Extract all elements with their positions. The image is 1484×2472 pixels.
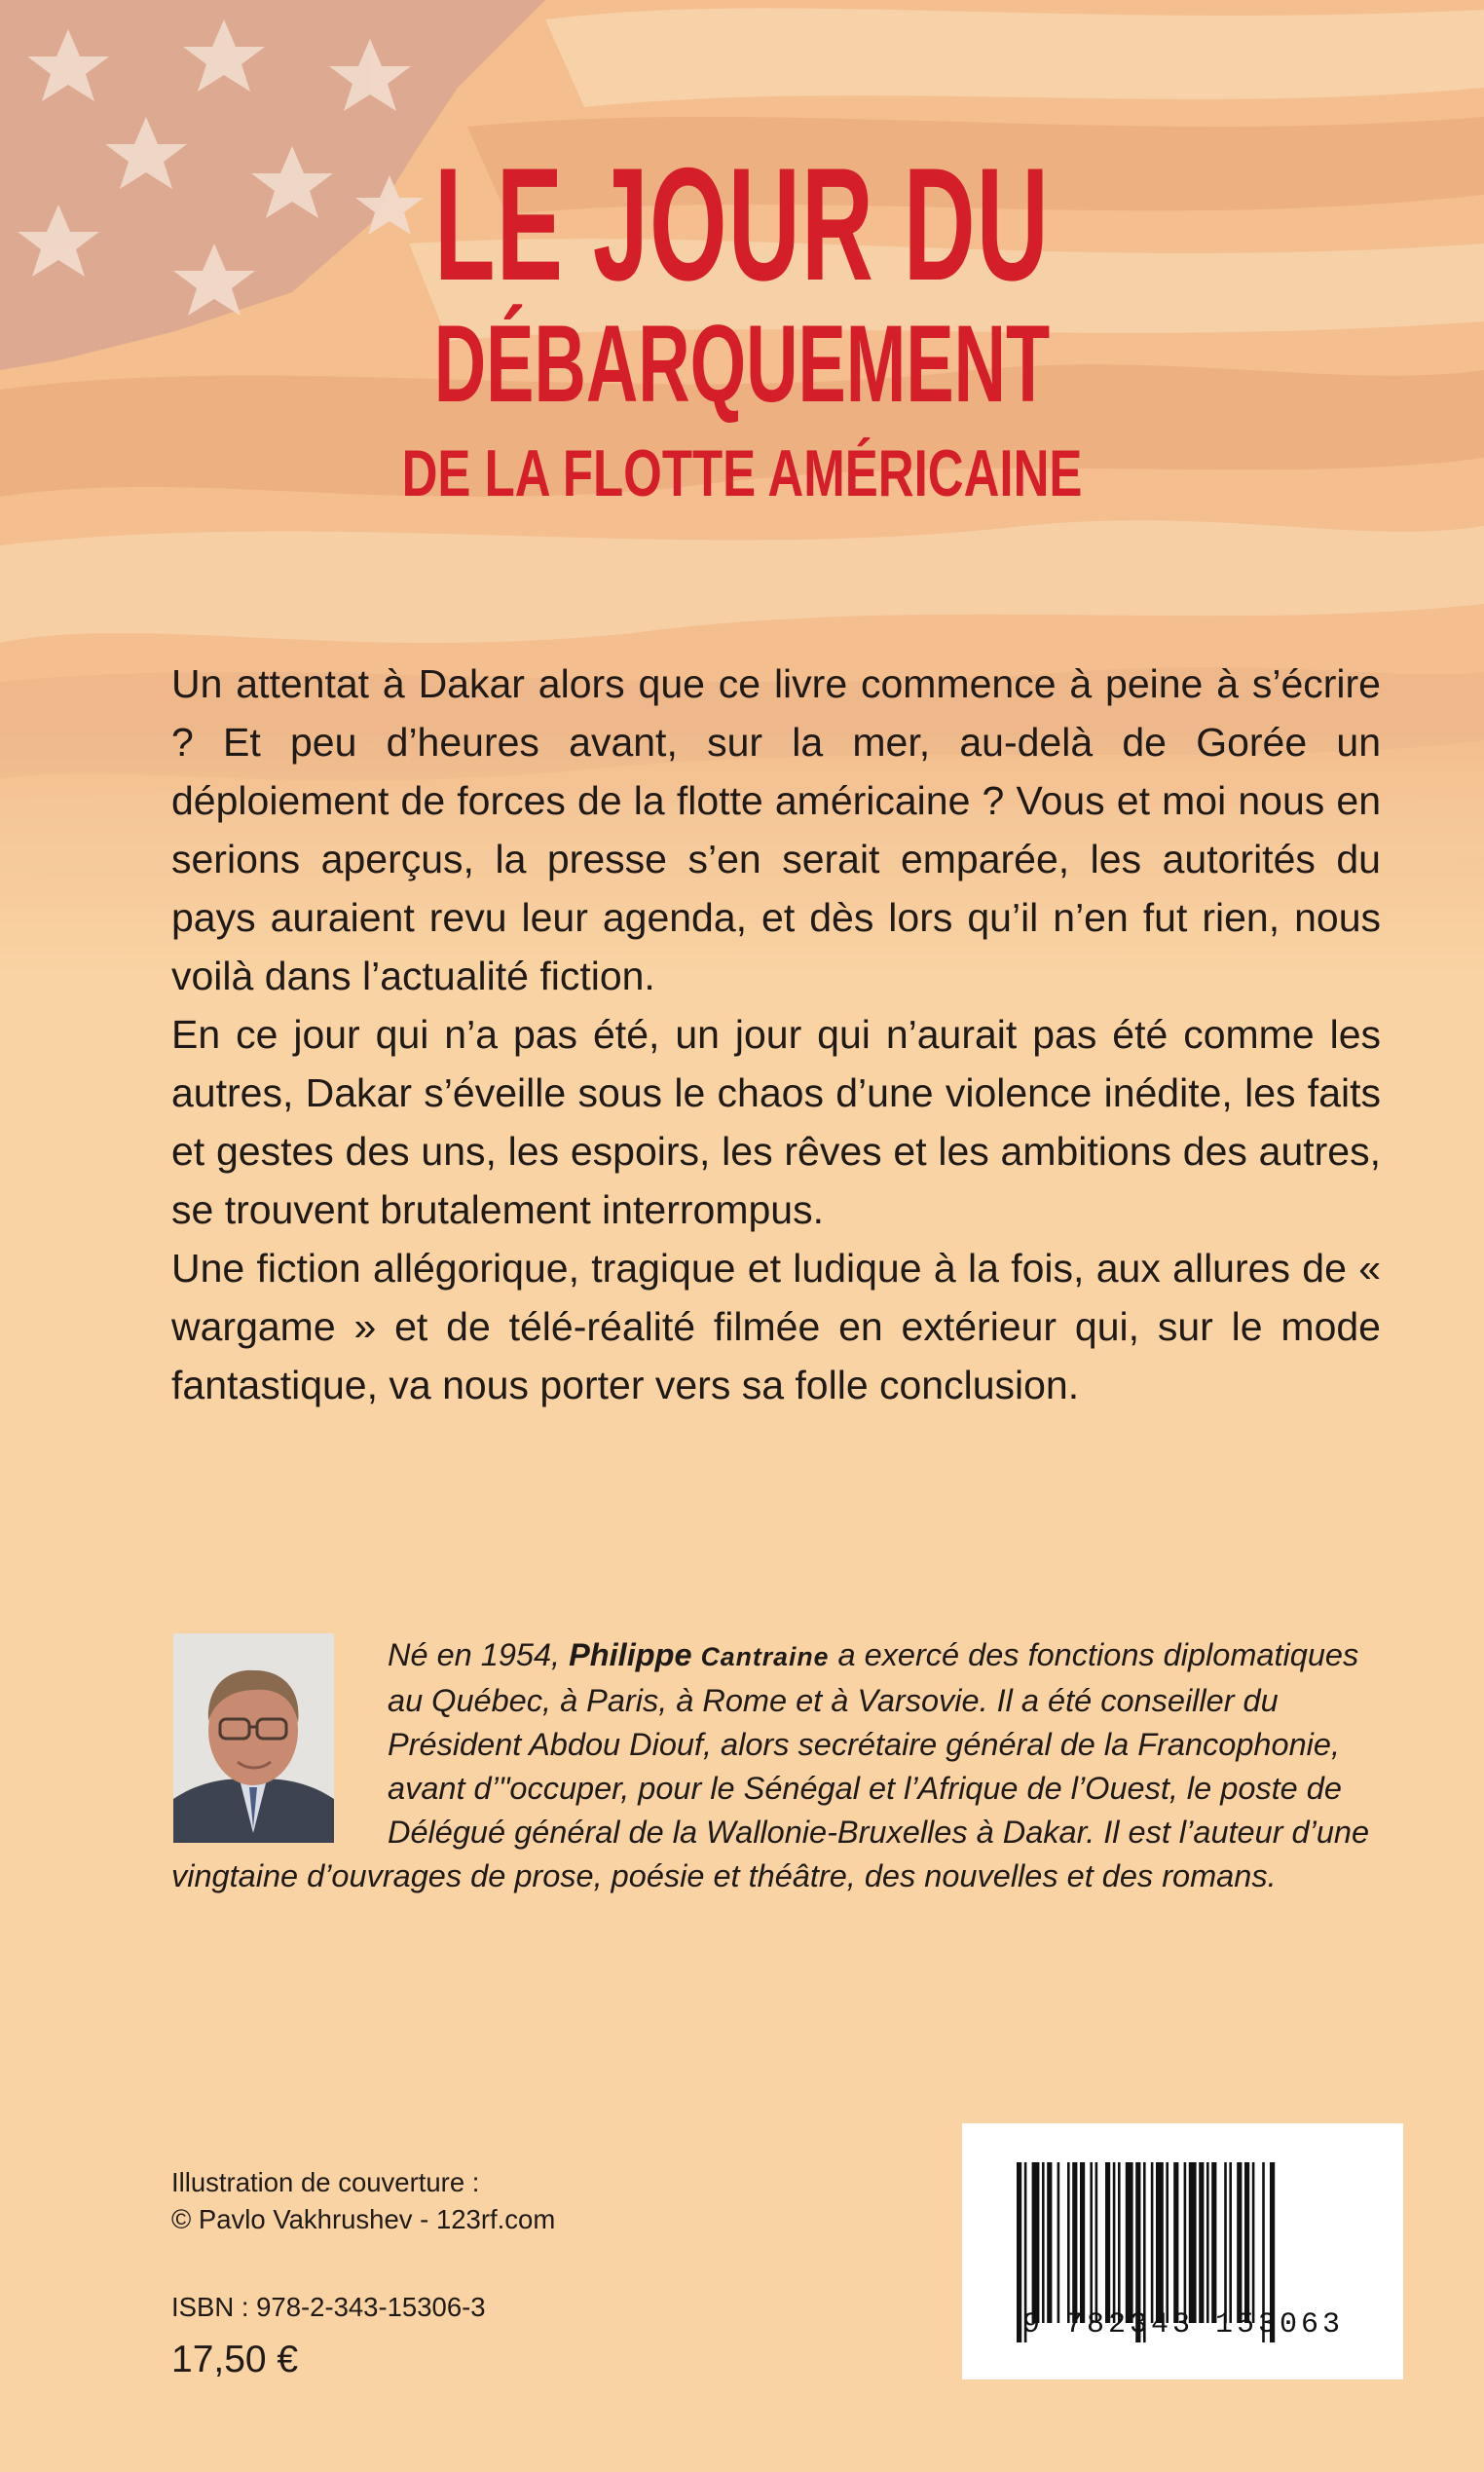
- bio-intro: Né en 1954,: [388, 1637, 570, 1672]
- author-last-name: Cantraine: [700, 1642, 830, 1671]
- isbn: ISBN : 978-2-343-15306-3: [171, 2292, 486, 2322]
- barcode-area: [962, 2123, 1403, 2379]
- bio-text: a exercé des fonctions diplomatiques au Québec, à Paris, à Rome et à Varsovie. Il a été conseiller du Président Abdou Diouf, alors secrétaire général de la Francophonie, avant d’"occuper, pour le Sénégal et l’Afrique de l’Ouest, le poste de Délégué général de la Wallonie-Bruxelles à Dakar. Il est l’auteur d’une vingtaine d’ouvrages de prose, poésie et théâtre, des nouvelles et des romans.: [171, 1637, 1370, 1893]
- price: 17,50 €: [171, 2339, 299, 2380]
- author-name: [569, 1637, 829, 1672]
- title-line-3: DE LA FLOTTE AMÉRICAINE: [401, 436, 1083, 510]
- author-bio: [171, 1633, 1381, 1898]
- summary-paragraph: Un attentat à Dakar alors que ce livre commence à peine à s’écrire ? Et peu d’heures avant, sur la mer, au-delà de Gorée un déploiement de forces de la flotte américaine ? Vous et moi nous en serions aperçus, la presse s’en serait emparée, les autorités du pays auraient revu leur agenda, et dès lors qu’il n’en fut rien, nous voilà dans l’actualité fiction.: [171, 661, 1381, 998]
- illustration-credit: © Pavlo Vakhrushev - 123rf.com: [171, 2204, 556, 2234]
- title-line-1: LE JOUR DU: [434, 134, 1050, 314]
- summary-paragraph: En ce jour qui n’a pas été, un jour qui n’aurait pas été comme les autres, Dakar s’éveille sous le chaos d’une violence inédite, les faits et gestes des uns, les espoirs, les rêves et les ambitions des autres, se trouvent brutalement interrompus.: [171, 1012, 1381, 1232]
- author-first-name: Philippe: [569, 1637, 701, 1672]
- illustration-label: Illustration de couverture :: [171, 2167, 480, 2197]
- summary-text: [171, 655, 1381, 1414]
- barcode-digits: 9 782343 153063: [1021, 2308, 1345, 2341]
- title-line-2: DÉBARQUEMENT: [433, 303, 1051, 425]
- summary-paragraph: Une fiction allégorique, tragique et ludique à la fois, aux allures de « wargame » et de télé-réalité filmée en extérieur qui, sur le mode fantastique, va nous porter vers sa folle conclusion.: [171, 1246, 1381, 1407]
